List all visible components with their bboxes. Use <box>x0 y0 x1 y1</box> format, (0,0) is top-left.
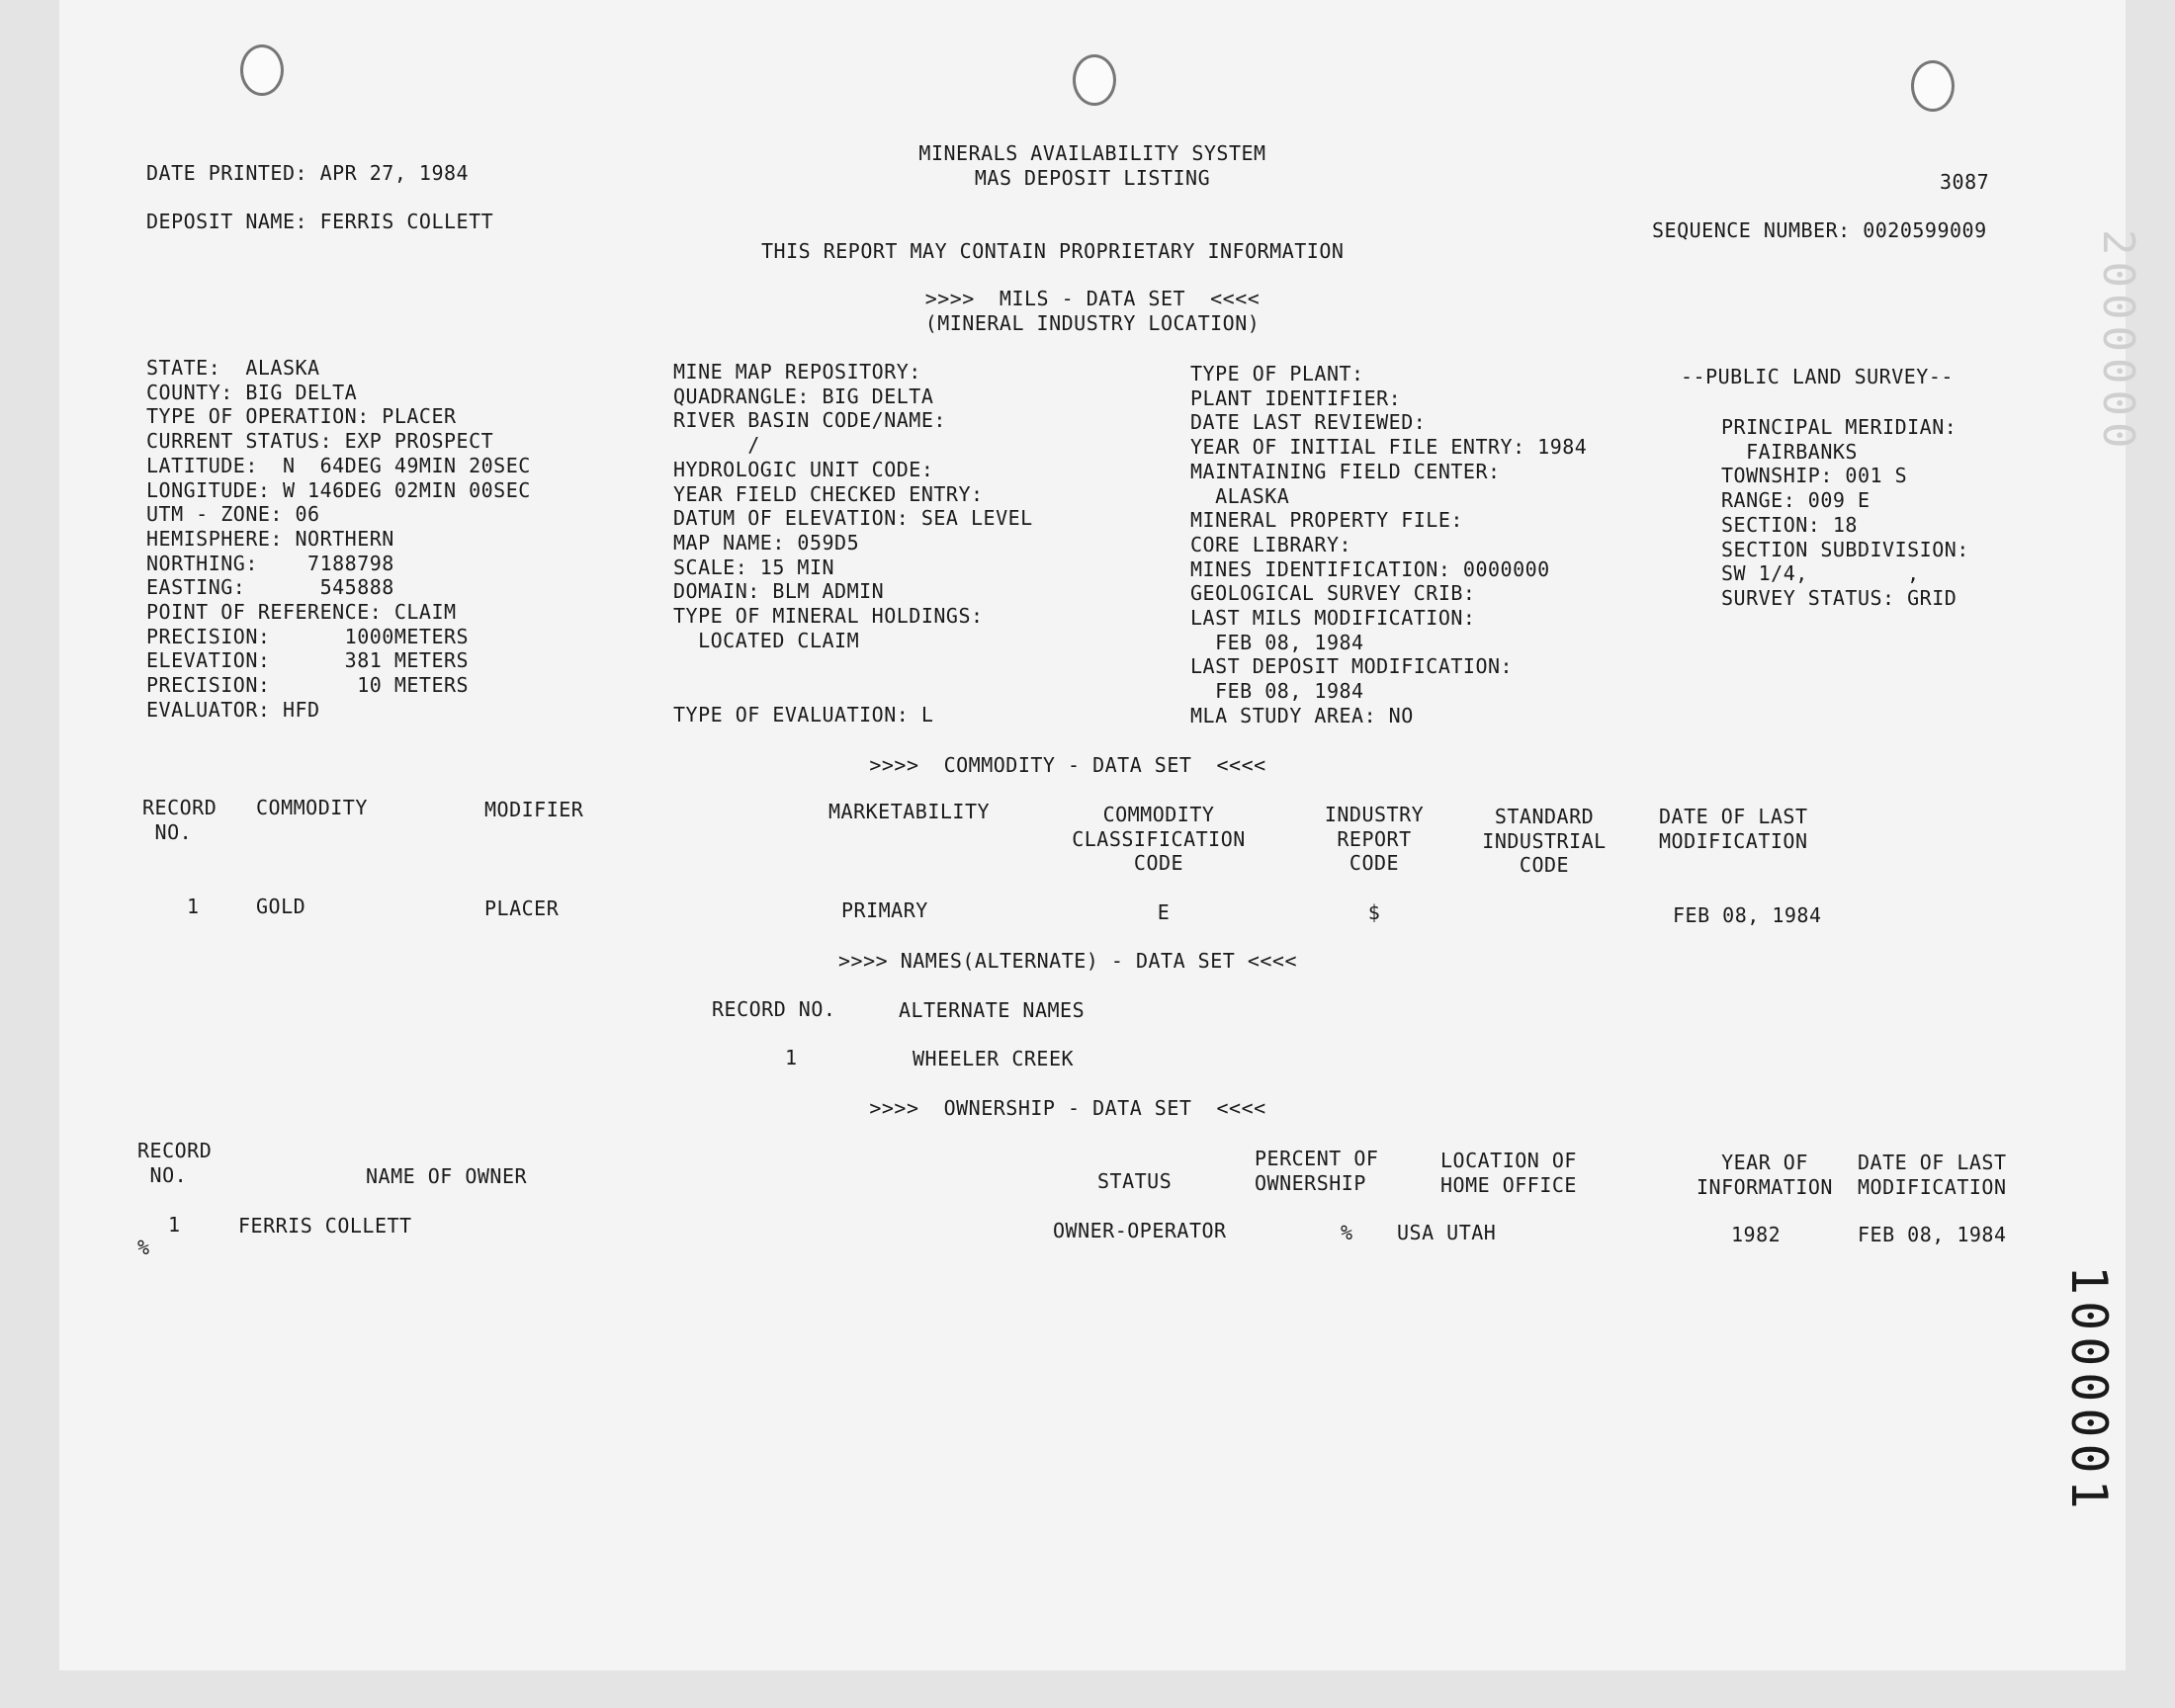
sequence-number: SEQUENCE NUMBER: 0020599009 <box>1652 218 1987 242</box>
mils-col3-line: MINES IDENTIFICATION: 0000000 <box>1190 556 1550 581</box>
ownership-row-percent: % <box>1341 1221 1353 1244</box>
page-stamp-number: 1000001 <box>2060 1265 2118 1515</box>
mils-col1-line: PRECISION: 1000METERS <box>146 624 470 648</box>
mils-col1-line: EVALUATOR: HFD <box>146 697 320 722</box>
commodity-header-date: DATE OF LAST MODIFICATION <box>1659 805 1808 853</box>
mils-col3-line: ALASKA <box>1190 483 1290 508</box>
mils-col1-line: CURRENT STATUS: EXP PROSPECT <box>146 429 494 454</box>
mils-col2-line: TYPE OF MINERAL HOLDINGS: <box>673 604 984 628</box>
mils-col1-line: HEMISPHERE: NORTHERN <box>146 526 394 551</box>
deposit-name: DEPOSIT NAME: FERRIS COLLETT <box>146 210 494 233</box>
ownership-header-year: YEAR OF INFORMATION <box>1696 1151 1833 1199</box>
commodity-row-date: FEB 08, 1984 <box>1673 903 1822 927</box>
mils-col2-line: / <box>673 433 760 458</box>
mils-col3-line: FEB 08, 1984 <box>1190 630 1364 654</box>
mils-title: >>>> MILS - DATA SET <<<< <box>924 287 1261 310</box>
mils-col3-line: LAST DEPOSIT MODIFICATION: <box>1190 654 1514 679</box>
punch-hole-left <box>240 44 284 96</box>
system-title: MINERALS AVAILABILITY SYSTEM <box>918 141 1266 165</box>
mils-col1-line: POINT OF REFERENCE: CLAIM <box>146 600 457 624</box>
ownership-header-record: RECORD NO. <box>137 1139 213 1187</box>
commodity-row-record: 1 <box>187 895 200 918</box>
names-row-name: WHEELER CREEK <box>913 1047 1075 1070</box>
ownership-row-name: FERRIS COLLETT <box>238 1214 412 1238</box>
mils-subtitle: (MINERAL INDUSTRY LOCATION) <box>924 311 1261 335</box>
ownership-row-location: USA UTAH <box>1397 1221 1497 1244</box>
commodity-header-record: RECORD NO. <box>142 796 218 844</box>
public-land-survey-title: --PUBLIC LAND SURVEY-- <box>1681 365 1954 388</box>
mils-col3-line: MINERAL PROPERTY FILE: <box>1190 508 1463 533</box>
mils-col3-line: LAST MILS MODIFICATION: <box>1190 606 1476 630</box>
ownership-title: >>>> OWNERSHIP - DATA SET <<<< <box>869 1096 1266 1120</box>
mils-col1-line: NORTHING: 7188798 <box>146 551 394 575</box>
ownership-row-year: 1982 <box>1731 1223 1782 1246</box>
ownership-row-date: FEB 08, 1984 <box>1858 1223 2007 1246</box>
names-header-alternate: ALTERNATE NAMES <box>899 998 1086 1022</box>
mils-col3-line: FEB 08, 1984 <box>1190 679 1364 704</box>
mils-col4-line: FAIRBANKS <box>1721 439 1858 464</box>
mils-col3-line: YEAR OF INITIAL FILE ENTRY: 1984 <box>1190 435 1588 460</box>
ownership-header-date: DATE OF LAST MODIFICATION <box>1858 1151 2007 1199</box>
date-printed: DATE PRINTED: APR 27, 1984 <box>146 161 470 185</box>
mils-col4-line: RANGE: 009 E <box>1721 488 1870 513</box>
commodity-header-modifier: MODIFIER <box>484 798 584 821</box>
ownership-header-status: STATUS <box>1097 1169 1173 1193</box>
names-title: >>>> NAMES(ALTERNATE) - DATA SET <<<< <box>837 949 1298 973</box>
mils-col2-line: MINE MAP REPOSITORY: <box>673 360 921 384</box>
page-number: 3087 <box>1940 170 1990 194</box>
commodity-row-marketability: PRIMARY <box>841 898 928 922</box>
mils-col1-line: LATITUDE: N 64DEG 49MIN 20SEC <box>146 453 531 477</box>
mils-col2-line: DOMAIN: BLM ADMIN <box>673 579 885 604</box>
commodity-row-industry: $ <box>1367 900 1381 924</box>
commodity-header-standard: STANDARD INDUSTRIAL CODE <box>1482 805 1607 878</box>
commodity-header-classification: COMMODITY CLASSIFICATION CODE <box>1072 803 1246 876</box>
mils-col2-line: DATUM OF ELEVATION: SEA LEVEL <box>673 506 1033 531</box>
punch-hole-center <box>1073 54 1116 106</box>
mils-col3-line: PLANT IDENTIFIER: <box>1190 385 1402 410</box>
mils-col3-line: TYPE OF PLANT: <box>1190 362 1364 385</box>
mils-col4-line: SECTION SUBDIVISION: <box>1721 537 1969 561</box>
mils-col1-line: EASTING: 545888 <box>146 575 394 600</box>
mils-col2-line: HYDROLOGIC UNIT CODE: <box>673 457 934 481</box>
proprietary-notice: THIS REPORT MAY CONTAIN PROPRIETARY INFORMATION <box>761 239 1345 263</box>
ownership-header-name: NAME OF OWNER <box>366 1164 528 1188</box>
mils-col4-line: SW 1/4, , <box>1721 561 1920 586</box>
mils-col1-line: LONGITUDE: W 146DEG 02MIN 00SEC <box>146 477 531 502</box>
punch-hole-right <box>1911 60 1955 112</box>
commodity-header-commodity: COMMODITY <box>256 796 368 819</box>
names-header-record: RECORD NO. <box>712 997 836 1021</box>
type-of-evaluation: TYPE OF EVALUATION: L <box>673 703 934 726</box>
faint-stamp-number: 2000000 <box>2093 229 2143 455</box>
ownership-row-status: OWNER-OPERATOR <box>1053 1219 1227 1242</box>
mils-col2-line: LOCATED CLAIM <box>673 628 860 652</box>
commodity-title: >>>> COMMODITY - DATA SET <<<< <box>869 753 1266 777</box>
mils-col3-line: CORE LIBRARY: <box>1190 532 1352 556</box>
commodity-row-modifier: PLACER <box>484 897 560 920</box>
listing-title: MAS DEPOSIT LISTING <box>974 166 1211 190</box>
ownership-header-location: LOCATION OF HOME OFFICE <box>1440 1149 1577 1197</box>
mils-col4-line: TOWNSHIP: 001 S <box>1721 464 1908 488</box>
mils-col3-line: MLA STUDY AREA: NO <box>1190 703 1414 727</box>
mils-col1-line: TYPE OF OPERATION: PLACER <box>146 404 457 429</box>
mils-col1-line: UTM - ZONE: 06 <box>146 502 320 527</box>
mils-col3-line: DATE LAST REVIEWED: <box>1190 410 1427 435</box>
mils-col3-line: MAINTAINING FIELD CENTER: <box>1190 459 1501 483</box>
mils-col2-line: QUADRANGLE: BIG DELTA <box>673 384 934 408</box>
mils-col3-line: GEOLOGICAL SURVEY CRIB: <box>1190 581 1476 606</box>
mils-col4-line: SURVEY STATUS: GRID <box>1721 585 1958 610</box>
names-row-record: 1 <box>785 1046 798 1069</box>
mils-col1-line: PRECISION: 10 METERS <box>146 673 470 698</box>
commodity-header-marketability: MARKETABILITY <box>828 800 991 823</box>
mils-col1-line: STATE: ALASKA <box>146 356 320 380</box>
mils-col4-line: SECTION: 18 <box>1721 512 1858 537</box>
mils-col1-line: COUNTY: BIG DELTA <box>146 380 358 404</box>
ownership-header-percent: PERCENT OF OWNERSHIP <box>1255 1147 1379 1195</box>
mils-col2-line: MAP NAME: 059D5 <box>673 530 860 555</box>
mils-col2-line: SCALE: 15 MIN <box>673 555 835 579</box>
commodity-header-industry: INDUSTRY REPORT CODE <box>1324 803 1425 876</box>
commodity-row-classification: E <box>1157 900 1171 924</box>
mils-col1-line: ELEVATION: 381 METERS <box>146 648 470 673</box>
stray-percent-mark: % <box>137 1236 150 1259</box>
mils-col2-line: YEAR FIELD CHECKED ENTRY: <box>673 481 984 506</box>
mils-col2-line: RIVER BASIN CODE/NAME: <box>673 408 946 433</box>
mils-col4-line: PRINCIPAL MERIDIAN: <box>1721 415 1958 439</box>
commodity-row-commodity: GOLD <box>256 895 306 918</box>
ownership-row-record: 1 <box>168 1213 181 1237</box>
